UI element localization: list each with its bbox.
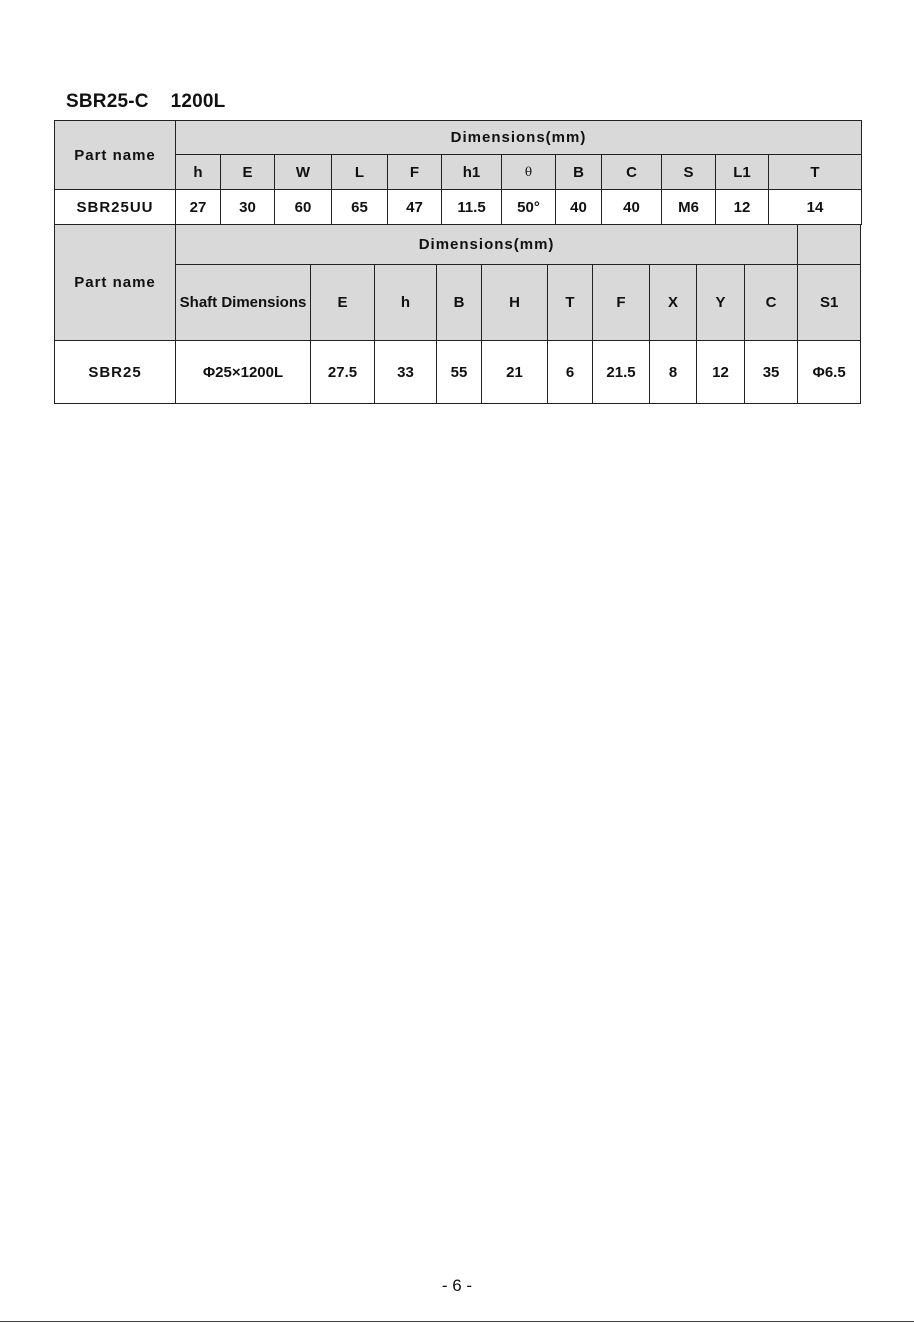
table-cell: 33 xyxy=(375,341,437,404)
page-title: SBR25-C 1200L xyxy=(66,91,226,112)
table-cell: 35 xyxy=(745,341,798,404)
table-row xyxy=(55,190,862,225)
column-header: L xyxy=(332,155,388,190)
table-cell: 27 xyxy=(176,190,221,225)
blank-header-cell xyxy=(798,225,861,265)
table-row xyxy=(55,341,861,404)
column-header: W xyxy=(275,155,332,190)
column-header: B xyxy=(437,265,482,341)
table-cell: 6 xyxy=(548,341,593,404)
column-header: X xyxy=(650,265,697,341)
table-cell: 21 xyxy=(482,341,548,404)
column-header: H xyxy=(482,265,548,341)
dimensions-header: Dimensions(mm) xyxy=(176,225,798,265)
table-cell: M6 xyxy=(662,190,716,225)
part-name-header: Part name xyxy=(55,121,176,190)
column-header: F xyxy=(388,155,442,190)
column-header: L1 xyxy=(716,155,769,190)
column-header: E xyxy=(221,155,275,190)
column-header: h xyxy=(176,155,221,190)
table-cell: 47 xyxy=(388,190,442,225)
table-cell: Φ6.5 xyxy=(798,341,861,404)
column-header: C xyxy=(745,265,798,341)
table-cell: 40 xyxy=(602,190,662,225)
column-header: h xyxy=(375,265,437,341)
part-name-header: Part name xyxy=(55,225,176,341)
table-cell: 12 xyxy=(697,341,745,404)
table-cell: 60 xyxy=(275,190,332,225)
column-header: F xyxy=(593,265,650,341)
table-cell: 55 xyxy=(437,341,482,404)
table-cell: 8 xyxy=(650,341,697,404)
table-cell: 30 xyxy=(221,190,275,225)
table-cell: 14 xyxy=(769,190,862,225)
column-header: B xyxy=(556,155,602,190)
column-header: h1 xyxy=(442,155,502,190)
table-cell: 50° xyxy=(502,190,556,225)
table-cell: 27.5 xyxy=(311,341,375,404)
column-header: θ xyxy=(502,155,556,190)
bottom-divider xyxy=(0,1321,914,1322)
dimensions-header: Dimensions(mm) xyxy=(176,121,862,155)
column-header: T xyxy=(769,155,862,190)
table-cell: 12 xyxy=(716,190,769,225)
column-header: C xyxy=(602,155,662,190)
table-cell: 21.5 xyxy=(593,341,650,404)
table-cell: 40 xyxy=(556,190,602,225)
shaft-dimensions-header: Shaft Dimensions xyxy=(176,265,311,341)
shaft-dimensions-cell: Φ25×1200L xyxy=(176,341,311,404)
column-header: E xyxy=(311,265,375,341)
column-header: S1 xyxy=(798,265,861,341)
row-part-name: SBR25UU xyxy=(55,190,176,225)
column-header: T xyxy=(548,265,593,341)
column-header: S xyxy=(662,155,716,190)
row-part-name: SBR25 xyxy=(55,341,176,404)
column-header: Y xyxy=(697,265,745,341)
table-cell: 65 xyxy=(332,190,388,225)
sbr25-rail-dimensions-table xyxy=(54,224,861,404)
table-cell: 11.5 xyxy=(442,190,502,225)
sbr25uu-dimensions-table xyxy=(54,120,862,225)
page-number: - 6 - xyxy=(441,1276,473,1295)
